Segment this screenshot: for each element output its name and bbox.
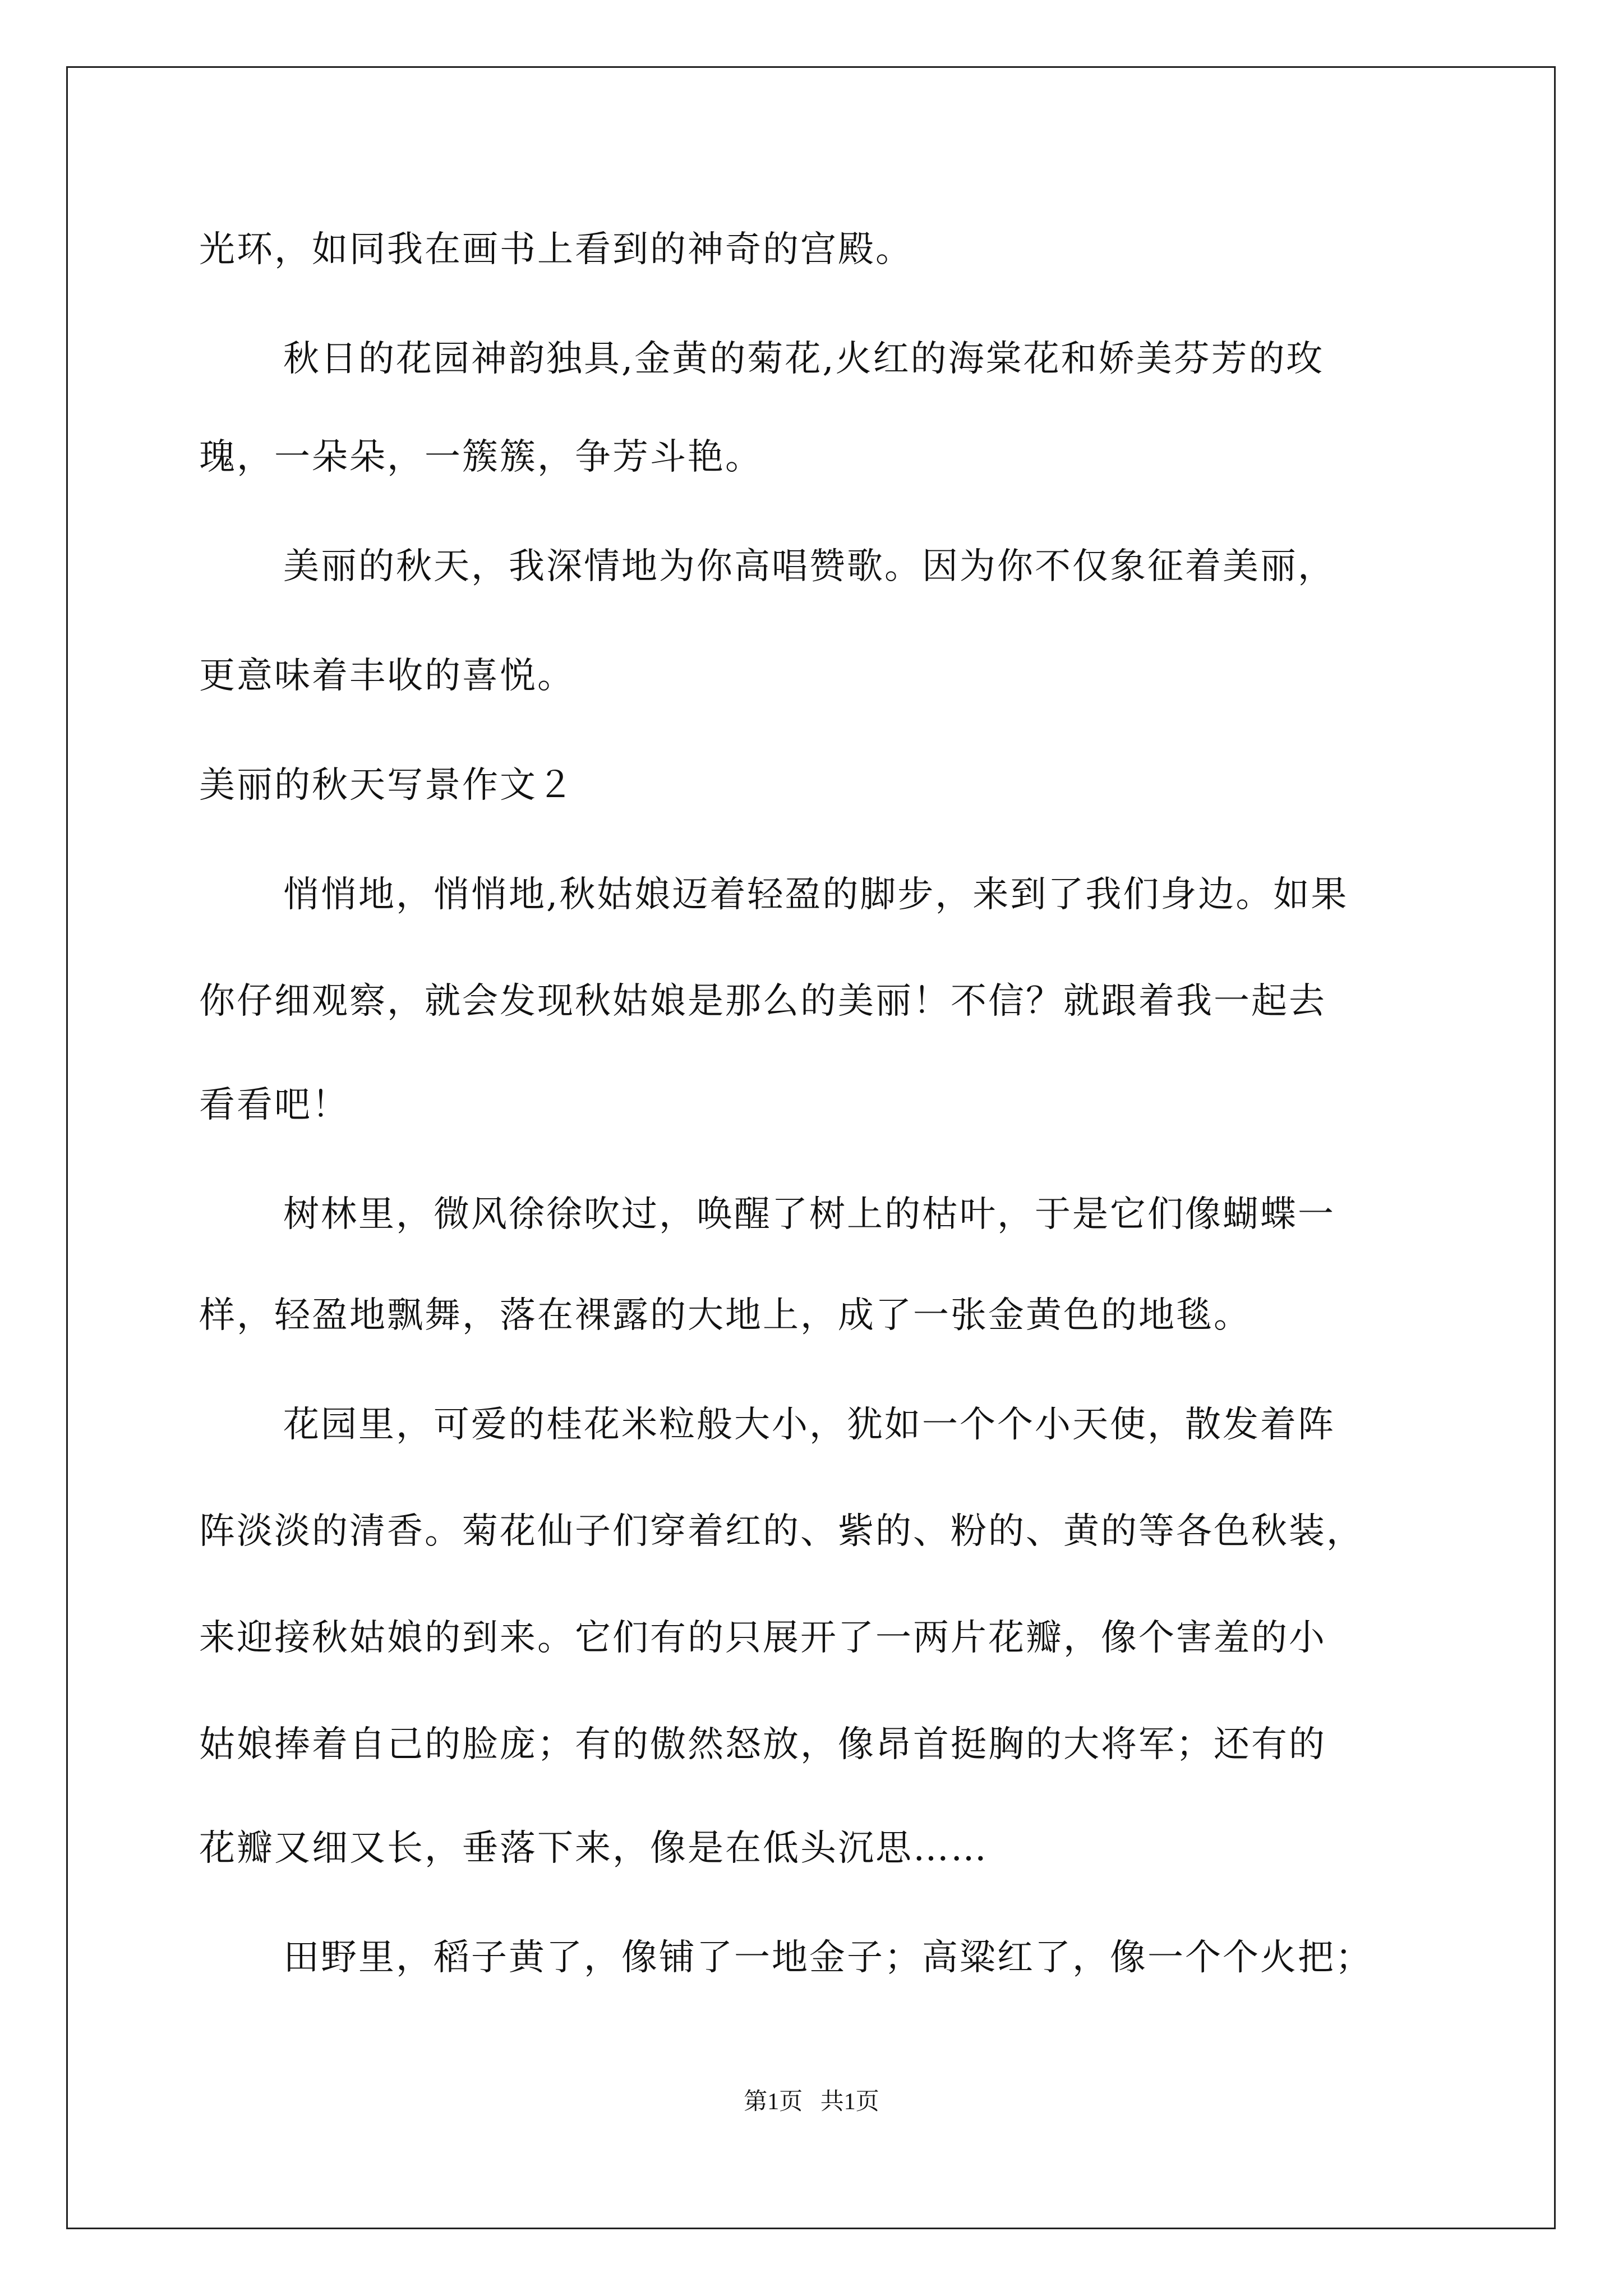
page-border [66,66,1556,2229]
text-line-16: 田野里，稻子黄了，像铺了一地金子；高粱红了，像一个个火把； [283,1937,1373,1978]
text-line-15: 花瓣又细又长，垂落下来，像是在低头沉思…… [199,1828,988,1869]
text-line-1: 光环，如同我在画书上看到的神奇的宫殿。 [199,229,913,270]
text-line-10: 样，轻盈地飘舞，落在裸露的大地上，成了一张金黄色的地毯。 [199,1295,1251,1336]
section-heading: 美丽的秋天写景作文２ [199,765,575,806]
text-line-7: 你仔细观察，就会发现秋姑娘是那么的美丽！不信？就跟着我一起去 [199,981,1326,1022]
text-line-9: 树林里，微风徐徐吹过，唤醒了树上的枯叶，于是它们像蝴蝶一 [283,1194,1335,1235]
text-line-4: 美丽的秋天，我深情地为你高唱赞歌。因为你不仅象征着美丽， [283,546,1335,587]
text-line-12: 阵淡淡的清香。菊花仙子们穿着红的、紫的、粉的、黄的等各色秋装， [199,1511,1364,1552]
text-line-5: 更意味着丰收的喜悦。 [199,655,575,697]
text-line-11: 花园里，可爱的桂花米粒般大小，犹如一个个小天使，散发着阵 [283,1404,1335,1446]
text-line-3: 瑰，一朵朵，一簇簇，争芳斗艳。 [199,436,763,478]
text-line-14: 姑娘捧着自己的脸庞；有的傲然怒放，像昂首挺胸的大将军；还有的 [199,1724,1326,1765]
text-line-13: 来迎接秋姑娘的到来。它们有的只展开了一两片花瓣，像个害羞的小 [199,1617,1326,1659]
text-line-8: 看看吧！ [199,1084,349,1126]
text-line-6: 悄悄地，悄悄地,秋姑娘迈着轻盈的脚步，来到了我们身边。如果 [283,874,1349,915]
text-line-2: 秋日的花园神韵独具,金黄的菊花,火红的海棠花和娇美芬芳的玫 [283,338,1324,380]
page-footer: 第1页 共1页 [744,2089,879,2115]
